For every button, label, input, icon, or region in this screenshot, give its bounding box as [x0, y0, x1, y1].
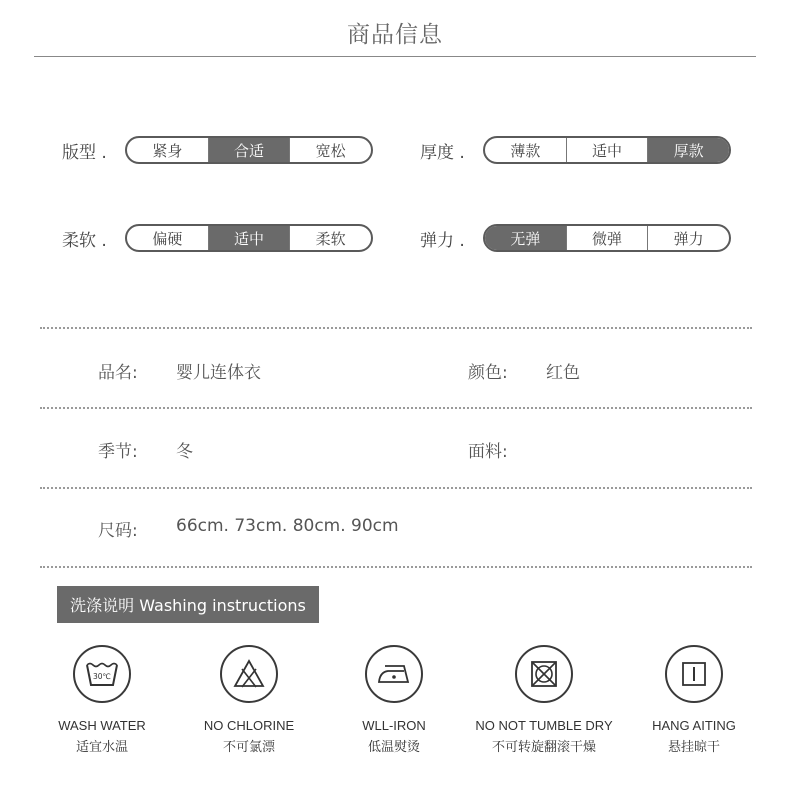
rating-softness-label: 柔软 . [62, 230, 107, 251]
care-label-en: NO CHLORINE [203, 718, 295, 733]
spec-season-value: 冬 [176, 442, 193, 462]
spec-color-label: 颜色: [468, 363, 508, 383]
low-iron-icon [365, 645, 423, 703]
no-tumble-dry-icon [515, 645, 573, 703]
care-item-iron [314, 645, 474, 755]
care-label-en: WLL-IRON [362, 718, 426, 733]
care-label-en: NO NOT TUMBLE DRY [475, 718, 613, 733]
rating-fit-label: 版型 . [62, 142, 107, 163]
rating-fit-option-selected: 合适 [209, 138, 291, 162]
rating-fit-option: 紧身 [127, 138, 209, 162]
page-title: 商品信息 [347, 22, 443, 48]
rating-elasticity-label: 弹力 . [420, 230, 465, 251]
care-label-cn: 低温熨烫 [367, 740, 420, 755]
spec-name-value: 婴儿连体衣 [176, 363, 261, 383]
dotted-divider [40, 327, 752, 329]
spec-fabric-label: 面料: [468, 442, 508, 462]
rating-fit-option: 宽松 [315, 141, 346, 160]
care-item-chlorine [169, 645, 329, 755]
rating-thickness-option: 薄款 [485, 138, 567, 162]
care-label-cn: 悬挂晾干 [667, 740, 720, 755]
title-divider [34, 56, 756, 57]
care-item-wash [22, 645, 182, 755]
rating-thickness-label: 厚度 . [420, 142, 465, 163]
care-label-en: HANG AITING [652, 718, 736, 733]
care-label-en: WASH WATER [58, 718, 146, 733]
wash-temp: 30℃ [93, 672, 111, 681]
spec-name-label: 品名: [98, 363, 138, 383]
care-label-cn: 不可氯漂 [222, 740, 275, 755]
spec-color-value: 红色 [546, 363, 580, 383]
care-label-cn: 适宜水温 [75, 740, 128, 755]
no-chlorine-icon [220, 645, 278, 703]
rating-elasticity-option-selected: 无弹 [485, 226, 567, 250]
rating-softness-option: 柔软 [315, 229, 346, 248]
care-item-tumble [464, 645, 624, 755]
rating-softness [62, 224, 373, 252]
rating-fit [62, 136, 373, 164]
care-item-hang [614, 645, 774, 755]
rating-elasticity-option: 弹力 [673, 229, 704, 248]
rating-elasticity-option: 微弹 [567, 226, 649, 250]
rating-elasticity [420, 224, 731, 252]
spec-size-value: 66cm. 73cm. 80cm. 90cm [176, 516, 399, 536]
hang-dry-icon [665, 645, 723, 703]
spec-size-label: 尺码: [98, 521, 138, 541]
rating-softness-option: 偏硬 [127, 226, 209, 250]
dotted-divider [40, 566, 752, 568]
care-label-cn: 不可转旋翻滚干燥 [491, 740, 596, 755]
spec-season-label: 季节: [98, 442, 138, 462]
dotted-divider [40, 487, 752, 489]
dotted-divider [40, 407, 752, 409]
rating-thickness-option: 适中 [567, 138, 649, 162]
rating-fit-scale [125, 136, 373, 164]
rating-thickness-scale [483, 136, 731, 164]
rating-softness-scale [125, 224, 373, 252]
rating-thickness [420, 136, 731, 164]
wash-banner: 洗涤说明 Washing instructions [57, 586, 319, 623]
wash-30-icon [73, 645, 131, 703]
rating-thickness-option-selected: 厚款 [648, 138, 729, 162]
rating-elasticity-scale [483, 224, 731, 252]
rating-softness-option-selected: 适中 [209, 226, 291, 250]
